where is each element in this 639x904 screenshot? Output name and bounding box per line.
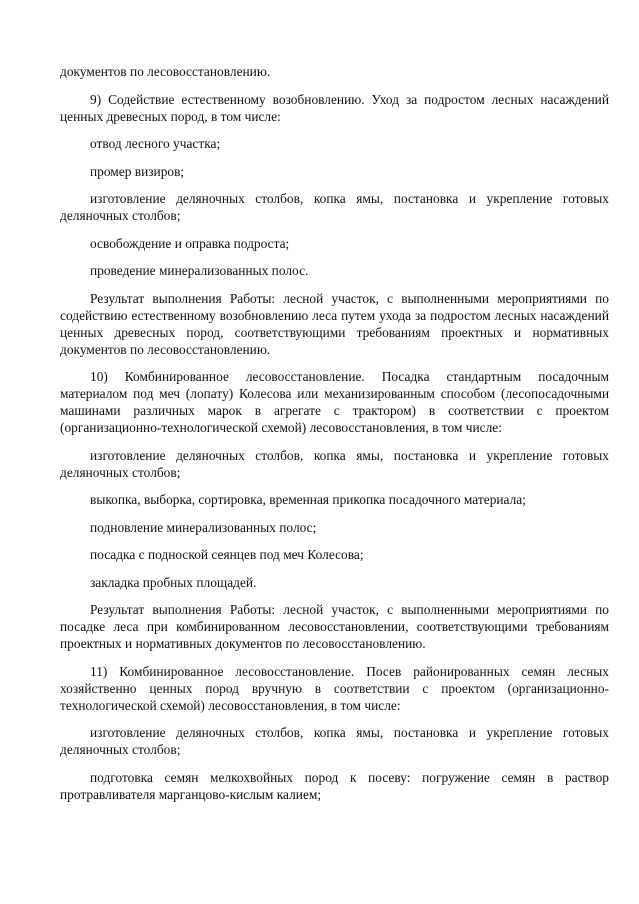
list-item: закладка пробных площадей.	[90, 574, 257, 590]
result-paragraph: Результат выполнения Работы: лесной участок, с выполненными мероприятиями по посадке леса при комбинированном лесовосстановлении, соответствующими требованиям проектных и нормативных документов по лесовосстановлению.	[60, 602, 609, 651]
section-9-heading: 9) Содействие естественному возобновлению. Уход за подростом лесных насаждений ценных древесных пород, в том числе:	[60, 91, 609, 124]
list-item: изготовление деляночных столбов, копка ямы, постановка и укрепление готовых деляночных столбов;	[60, 447, 609, 480]
list-item: подготовка семян мелкохвойных пород к посеву: погружение семян в раствор протравливателя марганцово-кислым калием;	[60, 769, 609, 802]
list-item: отвод лесного участка;	[90, 136, 221, 151]
list-item: выкопка, выборка, сортировка, временная прикопка посадочного материала;	[90, 492, 526, 507]
list-item: проведение минерализованных полос.	[90, 263, 309, 278]
paragraph-continuation: документов по лесовосстановлению.	[60, 64, 271, 79]
list-item: подновление минерализованных полос;	[90, 519, 317, 535]
list-item: изготовление деляночных столбов, копка ямы, постановка и укрепление готовых деляночных столбов;	[60, 191, 609, 223]
list-item: промер визиров;	[90, 163, 185, 179]
list-item: освобождение и оправка подроста;	[90, 235, 290, 251]
list-item: посадка с подноской сеянцев под меч Колесова;	[90, 547, 364, 562]
document-page	[60, 63, 609, 813]
section-10-heading: 10) Комбинированное лесовосстановление. Посадка стандартным посадочным материалом под меч (лопату) Колесова или механизированным способом (лесопосадочными машинами различных марок в агрегате с трактором) в соответствии с проектом (организационно-технологической схемой) лесовосстановления, в том числе:	[60, 369, 609, 435]
list-item: изготовление деляночных столбов, копка ямы, постановка и укрепление готовых деляночных столбов;	[60, 725, 609, 757]
result-paragraph: Результат выполнения Работы: лесной участок, с выполненными мероприятиями по содействию естественному возобновлению леса путем ухода за подростом лесных насаждений ценных древесных пород, соответствующими требованиям проектных и нормативных документов по лесовосстановлению.	[60, 290, 609, 357]
section-11-heading: 11) Комбинированное лесовосстановление. Посев районированных семян лесных хозяйственно ценных пород вручную в соответствии с проектом (организационно-технологической схемой) лесовосстановления, в том числе:	[60, 663, 609, 713]
